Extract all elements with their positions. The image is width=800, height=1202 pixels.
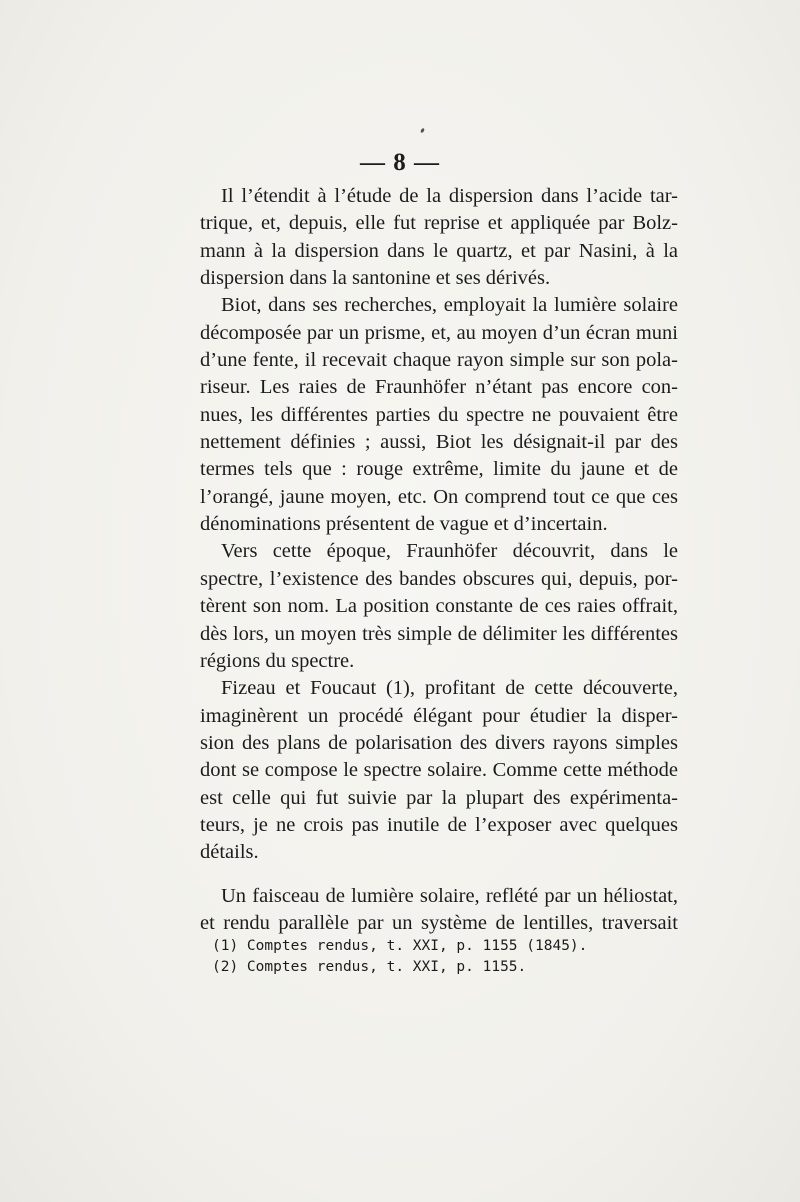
paragraph bbox=[200, 292, 678, 538]
text-line: l’orangé, jaune moyen, etc. On comprend tout ce que ces bbox=[200, 485, 678, 508]
page-number: — 8 — bbox=[360, 149, 440, 176]
text-line: teurs, je ne crois pas inutile de l’exposer avec quelques bbox=[200, 813, 678, 836]
text-line: nues, les différentes parties du spectre ne pouvaient être bbox=[200, 403, 678, 426]
text-line: Vers cette époque, Fraunhöfer découvrit, dans le bbox=[221, 540, 678, 563]
text-line: mann à la dispersion dans le quartz, et par Nasini, à la bbox=[200, 239, 678, 262]
text-line: d’une fente, il recevait chaque rayon simple sur son pola- bbox=[200, 349, 678, 372]
paragraph-gap bbox=[200, 867, 678, 883]
text-line: imaginèrent un procédé élégant pour étudier la disper- bbox=[200, 704, 678, 727]
text-line: dispersion dans la santonine et ses dérivés. bbox=[200, 267, 551, 290]
text-line: tèrent son nom. La position constante de ces raies offrait, bbox=[200, 595, 678, 618]
ink-speck bbox=[420, 128, 425, 134]
paragraph bbox=[200, 538, 678, 675]
text-line: détails. bbox=[200, 841, 259, 864]
text-line: est celle qui fut suivie par la plupart des expérimenta- bbox=[200, 786, 678, 809]
text-line: décomposée par un prisme, et, au moyen d’un écran muni bbox=[200, 321, 678, 344]
text-line: dénominations présentent de vague et d’incertain. bbox=[200, 513, 608, 536]
text-line: Fizeau et Foucaut (1), profitant de cette découverte, bbox=[221, 677, 678, 700]
text-line: sion des plans de polarisation des divers rayons simples bbox=[200, 731, 678, 754]
text-line: et rendu parallèle par un système de lentilles, traversait bbox=[200, 911, 678, 934]
text-line: dès lors, un moyen très simple de délimiter les différentes bbox=[200, 622, 678, 645]
text-line: spectre, l’existence des bandes obscures qui, depuis, por- bbox=[200, 567, 678, 590]
text-line: nettement définies ; aussi, Biot les désignait-il par des bbox=[200, 431, 678, 454]
text-line: dont se compose le spectre solaire. Comme cette méthode bbox=[200, 759, 678, 782]
text-line: riseur. Les raies de Fraunhöfer n’étant pas encore con- bbox=[200, 376, 678, 399]
text-line: Il l’étendit à l’étude de la dispersion dans l’acide tar- bbox=[221, 185, 678, 207]
text-line: trique, et, depuis, elle fut reprise et appliquée par Bolz- bbox=[200, 212, 678, 235]
text-line: régions du spectre. bbox=[200, 649, 355, 672]
body-text bbox=[200, 183, 678, 937]
footnotes bbox=[212, 936, 612, 978]
footnote: (1) Comptes rendus, t. XXI, p. 1155 (1845). bbox=[212, 938, 588, 954]
paragraph bbox=[200, 183, 678, 292]
text-line: Un faisceau de lumière solaire, reflété par un héliostat, bbox=[221, 884, 678, 907]
footnote: (2) Comptes rendus, t. XXI, p. 1155. bbox=[212, 959, 527, 975]
paragraph bbox=[200, 675, 678, 866]
paragraph bbox=[200, 883, 678, 938]
text-line: termes tels que : rouge extrême, limite du jaune et de bbox=[200, 458, 678, 481]
text-line: Biot, dans ses recherches, employait la lumière solaire bbox=[221, 294, 678, 317]
